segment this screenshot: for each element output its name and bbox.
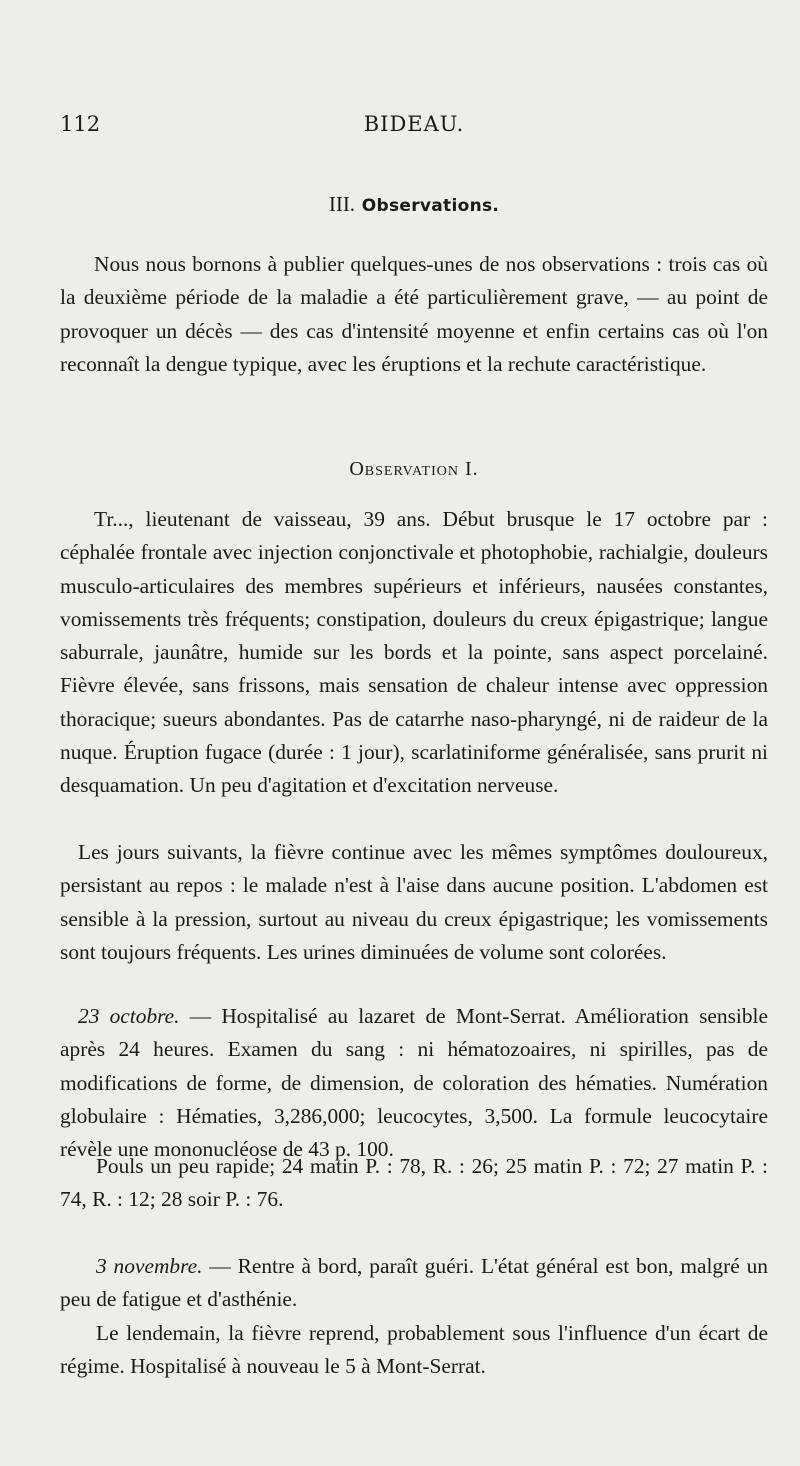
section-heading [60,192,768,217]
section-title: Observations. [361,196,500,216]
entry-date: 23 octobre. [78,1004,180,1028]
entry-text: — Rentre à bord, paraît guéri. L'état général est bon, malgré un peu de fatigue et d'asthénie. [60,1254,769,1312]
observation-heading: Observation I. [349,458,479,480]
observation-entry-3-novembre [60,1250,768,1317]
observation-paragraph-2: Les jours suivants, la fièvre continue avec les mêmes symptômes douloureux, persistant au repos : le malade n'est à l'aise dans aucune position. L'abdomen est sensible à la pression, surtout au niveau du creux épigastrique; les vomissements sont toujours fréquents. Les urines diminuées de volume sont colorées. [60,840,768,964]
observation-paragraph-1: Tr..., lieutenant de vaisseau, 39 ans. Début brusque le 17 octobre par : céphalée frontale avec injection conjonctivale et photophobie, rachialgie, douleurs musculo-articulaires des membres supérieurs et inférieurs, nausées constantes, vomissements très fréquents; constipation, douleurs du creux épigastrique; langue saburrale, jaunâtre, humide sur les bords et la pointe, sans aspect porcelainé. Fièvre élevée, sans frissons, mais sensation de chaleur intense avec oppression thoracique; sueurs abondantes. Pas de catarrhe naso-pharyngé, ni de raideur de la nuque. Éruption fugace (durée : 1 jour), scarlatiniforme généralisée, sans prurit ni desquamation. Un peu d'agitation et d'excitation nerveuse. [60,507,768,798]
relapse-paragraph: Le lendemain, la fièvre reprend, probablement sous l'influence d'un écart de régime. Hospitalisé à nouveau le 5 à Mont-Serrat. [60,1321,768,1379]
section-number: III. [328,192,356,216]
entry-text: — Hospitalisé au lazaret de Mont-Serrat. Amélioration sensible après 24 heures. Examen du sang : ni hématozoaires, ni spirilles, pas de modifications de forme, de dimension, de coloration des hématies. Numération globulaire : Hématies, 3,286,000; leucocytes, 3,500. La formule leucocytaire révèle une mononucléose de 43 p. 100. [60,1004,768,1162]
entry-date: 3 novembre. [96,1254,203,1278]
pulse-paragraph: Pouls un peu rapide; 24 matin P. : 78, R. : 26; 25 matin P. : 72; 27 matin P. : 74, R. : 12; 28 soir P. : 76. [60,1154,768,1212]
page-number: 112 [60,112,101,136]
intro-paragraph: Nous nous bornons à publier quelques-unes de nos observations : trois cas où la deuxième période de la maladie a été particulièrement grave, — au point de provoquer un décès — des cas d'intensité moyenne et enfin certains cas où l'on reconnaît la dengue typique, avec les éruptions et la rechute caractéristique. [60,252,768,376]
running-head-author: BIDEAU. [363,112,465,136]
running-head [60,112,768,142]
observation-entry-23-octobre [60,1000,768,1166]
